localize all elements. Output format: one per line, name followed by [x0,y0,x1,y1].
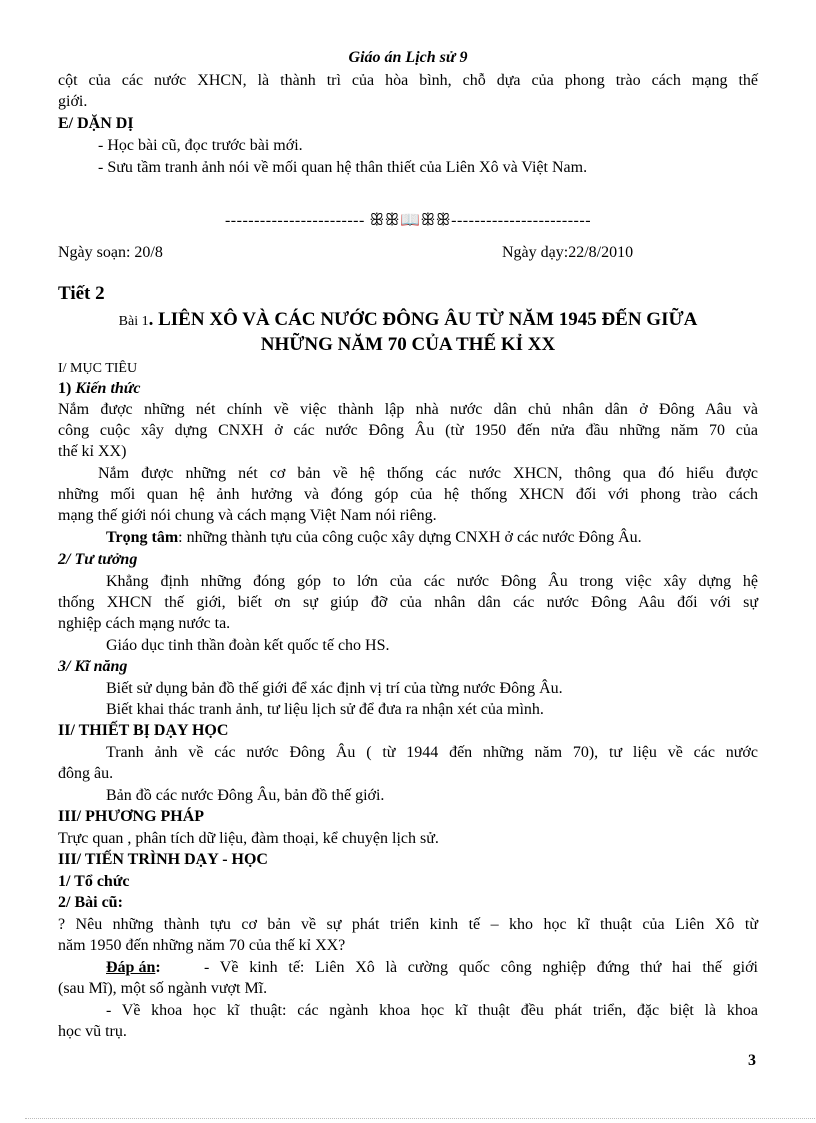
text-line: cột của các nước XHCN, là thành trì của hòa bình, chỗ dựa của phong trào cách mạng thế [58,72,758,89]
answer-text: - Về kinh tế: Liên Xô là cường quốc công nghiệp đứng thứ hai thế giới [204,959,758,976]
section-heading: II/ THIẾT BỊ DẠY HỌC [58,722,229,739]
page-header: Giáo án Lịch sử 9 [348,49,468,66]
text-line: mạng thế giới nói chung và cách mạng Việt Nam nói riêng. [58,507,437,524]
key-focus-text: : những thành tựu của công cuộc xây dựng CNXH ở các nước Đông Âu. [178,529,642,546]
text-line: Tranh ảnh về các nước Đông Âu ( từ 1944 đến những năm 70), tư liệu về các nước [106,744,758,761]
text-line: thống XHCN thế giới, biết ơn sự giúp đỡ của nhân dân các nước Đông Aâu đối với sự [58,594,758,611]
text-line: Bản đồ các nước Đông Âu, bản đồ thế giới. [106,787,385,804]
key-focus-line [106,527,758,548]
document-page [58,0,758,1123]
text-line: Trực quan , phân tích dữ liệu, đàm thoại, kể chuyện lịch sử. [58,830,439,847]
separator-text: ------------------------ ꕥꕥ📖ꕥꕥ------------------------ [224,212,592,229]
subsection-number: 1) [58,380,72,397]
lesson-title-text: . LIÊN XÔ VÀ CÁC NƯỚC ĐÔNG ÂU TỪ NĂM 1945 ĐẾN GIỮA [148,309,698,330]
page-number: 3 [748,1052,756,1069]
lesson-title-line1 [58,307,758,334]
text-line: những mối quan hệ ảnh hưởng và đóng góp của hệ thống XHCN đối với phong trào cách [58,486,758,503]
subsection-heading [58,378,758,399]
section-heading: III/ TIẾN TRÌNH DẠY - HỌC [58,851,268,868]
text-line: Biết khai thác tranh ảnh, tư liệu lịch sử để đưa ra nhận xét của mình. [106,701,544,718]
text-line: - Học bài cũ, đọc trước bài mới. [98,137,303,154]
text-line: Biết sử dụng bản đồ thế giới để xác định vị trí của từng nước Đông Âu. [106,680,563,697]
preparation-date: Ngày soạn: 20/8 [58,244,163,261]
section-heading: E/ DẶN DỊ [58,115,134,132]
section-heading: III/ PHƯƠNG PHÁP [58,808,205,825]
lesson-prefix: Bài 1 [118,314,149,329]
teaching-date: Ngày dạy:22/8/2010 [502,244,634,261]
answer-line [106,957,758,978]
text-line: Nắm được những nét chính về việc thành lập nhà nước dân chủ nhân dân ở Đông Aâu và [58,401,758,418]
subsection-label: Kiến thức [75,380,141,397]
text-line: thế kỉ XX) [58,443,127,460]
text-line: Giáo dục tinh thần đoàn kết quốc tế cho HS. [106,637,390,654]
text-line: giới. [58,93,88,110]
subsection-heading: 2/ Tư tưởng [58,551,138,568]
text-line: Khẳng định những đóng góp to lớn của các nước Đông Âu trong việc xây dựng hệ [106,573,758,590]
text-line: nghiệp cách mạng nước ta. [58,615,231,632]
key-focus-label: Trọng tâm [106,529,179,546]
subsection-heading: 3/ Kĩ năng [58,658,128,675]
lesson-title-line2: NHỮNG NĂM 70 CỦA THẾ KỈ XX [260,334,556,355]
answer-label: Đáp án [106,959,156,976]
answer-line: học vũ trụ. [58,1023,127,1040]
text-line: Nắm được những nét cơ bản về hệ thống các nước XHCN, thông qua đó hiểu được [98,465,758,482]
answer-line: - Về khoa học kĩ thuật: các ngành khoa học kĩ thuật đều phát triển, đặc biệt là khoa [106,1002,758,1019]
answer-colon: : [155,959,161,976]
decorative-separator [58,210,758,230]
text-line: đông âu. [58,765,114,782]
subsection-heading: 1/ Tổ chức [58,873,130,890]
text-line: công cuộc xây dựng CNXH ở các nước Đông Âu (từ 1950 đến nửa đầu những năm 70 của [58,422,758,439]
section-heading: I/ MỤC TIÊU [58,361,138,376]
page-bottom-border [25,1118,815,1119]
text-line: - Sưu tầm tranh ảnh nói về mối quan hệ thân thiết của Liên Xô và Việt Nam. [98,159,588,176]
question-line: ? Nêu những thành tựu cơ bản về sự phát triển kinh tế – kho học kĩ thuật của Liên Xô từ [58,916,758,933]
lesson-number: Tiết 2 [58,283,105,304]
subsection-heading: 2/ Bài cũ: [58,894,123,911]
question-line: năm 1950 đến những năm 70 của thế kỉ XX? [58,937,346,954]
answer-line: (sau Mĩ), một số ngành vượt Mĩ. [58,980,268,997]
